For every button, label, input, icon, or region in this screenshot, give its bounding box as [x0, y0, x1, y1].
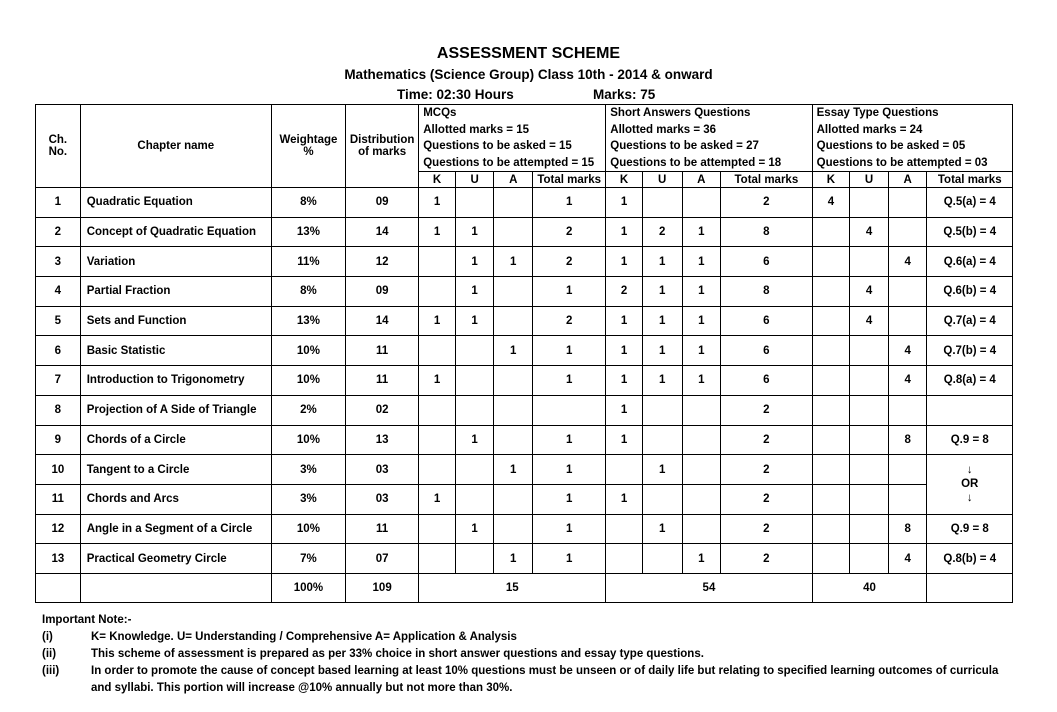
mcq-u-cell: 1 [455, 425, 494, 455]
short-allotted: Allotted marks = 36 [610, 123, 717, 136]
chapter-name-cell: Projection of A Side of Triangle [80, 395, 271, 425]
mcq-a-cell [494, 366, 533, 396]
mcq-u-cell [455, 395, 494, 425]
mcq-total-cell [533, 395, 606, 425]
essay-a-cell: 8 [888, 514, 927, 544]
essay-u-cell [850, 395, 889, 425]
table-row [36, 188, 1013, 218]
totals-blank-cell [927, 573, 1013, 602]
essay-allotted: Allotted marks = 24 [816, 123, 923, 136]
short-total-cell: 6 [721, 306, 813, 336]
table-row [36, 306, 1013, 336]
distribution-cell: 13 [346, 425, 419, 455]
mcq-k-cell [419, 455, 456, 485]
short-u-cell: 1 [642, 514, 682, 544]
short-a-cell: 1 [682, 277, 721, 307]
short-k-cell: 1 [606, 188, 643, 218]
header-short-group [606, 105, 812, 172]
ch-no-cell: 6 [36, 336, 81, 366]
short-u-cell: 1 [642, 366, 682, 396]
essay-u-cell [850, 247, 889, 277]
essay-a-cell: 4 [888, 336, 927, 366]
mcq-total-cell: 1 [533, 366, 606, 396]
mcq-a-cell [494, 217, 533, 247]
table-row [36, 366, 1013, 396]
mcq-u-cell [455, 188, 494, 218]
time-marks-line [0, 87, 1057, 104]
mcq-total-cell: 1 [533, 277, 606, 307]
chapter-name-cell: Sets and Function [80, 306, 271, 336]
ch-no-cell: 10 [36, 455, 81, 485]
essay-k-cell [812, 247, 850, 277]
table-row [36, 484, 1013, 514]
essay-u-cell [850, 455, 889, 485]
essay-attempted: Questions to be attempted = 03 [816, 156, 988, 169]
table-row [36, 425, 1013, 455]
essay-total-cell: Q.9 = 8 [927, 425, 1013, 455]
essay-total-cell: Q.6(b) = 4 [927, 277, 1013, 307]
short-k-cell: 1 [606, 366, 643, 396]
essay-k-cell [812, 455, 850, 485]
note-item [42, 663, 1022, 697]
essay-a-cell: 4 [888, 247, 927, 277]
mcq-a-cell [494, 395, 533, 425]
distribution-cell: 12 [346, 247, 419, 277]
ch-no-cell: 13 [36, 544, 81, 574]
ch-no-cell: 7 [36, 366, 81, 396]
note-number: (i) [42, 631, 53, 643]
total-distribution-cell: 109 [346, 573, 419, 602]
mcq-k-cell [419, 544, 456, 574]
mcq-k-cell [419, 336, 456, 366]
essay-u-cell [850, 188, 889, 218]
header-essay-a: A [888, 172, 927, 188]
down-arrow-icon: ↓ [966, 464, 973, 477]
short-k-cell: 1 [606, 425, 643, 455]
weightage-cell: 8% [271, 188, 345, 218]
mcq-a-cell: 1 [494, 455, 533, 485]
header-ch-no: Ch. No. [36, 105, 81, 188]
essay-total-cell: Q.5(a) = 4 [927, 188, 1013, 218]
essay-u-cell [850, 544, 889, 574]
chapter-name-cell: Introduction to Trigonometry [80, 366, 271, 396]
essay-k-cell [812, 425, 850, 455]
mcq-total-cell: 2 [533, 247, 606, 277]
short-u-cell: 2 [642, 217, 682, 247]
short-total-cell: 6 [721, 247, 813, 277]
ch-no-cell: 1 [36, 188, 81, 218]
header-short-a: A [682, 172, 721, 188]
short-asked: Questions to be asked = 27 [610, 140, 759, 152]
essay-total-cell: Q.6(a) = 4 [927, 247, 1013, 277]
essay-k-cell [812, 514, 850, 544]
essay-k-cell: 4 [812, 188, 850, 218]
total-short-cell: 54 [606, 573, 812, 602]
essay-a-cell: 4 [888, 544, 927, 574]
short-a-cell [682, 425, 721, 455]
essay-total-cell: Q.7(b) = 4 [927, 336, 1013, 366]
essay-u-cell [850, 514, 889, 544]
short-total-cell: 2 [721, 395, 813, 425]
essay-k-cell [812, 306, 850, 336]
short-title: Short Answers Questions [610, 107, 751, 119]
short-k-cell: 1 [606, 484, 643, 514]
table-row [36, 247, 1013, 277]
ch-no-cell: 4 [36, 277, 81, 307]
weightage-cell: 10% [271, 366, 345, 396]
mcq-total-cell: 1 [533, 188, 606, 218]
header-mcq-total: Total marks [533, 172, 606, 188]
ch-no-cell: 8 [36, 395, 81, 425]
table-row [36, 455, 1013, 485]
weightage-cell: 10% [271, 336, 345, 366]
short-total-cell: 2 [721, 484, 813, 514]
weightage-cell: 13% [271, 217, 345, 247]
short-a-cell: 1 [682, 247, 721, 277]
weightage-cell: 3% [271, 455, 345, 485]
short-k-cell: 1 [606, 217, 643, 247]
short-k-cell [606, 455, 643, 485]
distribution-cell: 11 [346, 366, 419, 396]
weightage-cell: 3% [271, 484, 345, 514]
mcq-asked: Questions to be asked = 15 [423, 140, 572, 152]
mcq-allotted: Allotted marks = 15 [423, 123, 529, 136]
mcq-u-cell: 1 [455, 217, 494, 247]
mcq-total-cell: 2 [533, 306, 606, 336]
short-total-cell: 6 [721, 336, 813, 366]
mcq-k-cell: 1 [419, 366, 456, 396]
essay-total-cell: Q.8(b) = 4 [927, 544, 1013, 574]
notes-heading: Important Note:- [42, 614, 132, 626]
header-mcq-a: A [494, 172, 533, 188]
header-essay-group [812, 105, 1012, 172]
distribution-cell: 11 [346, 336, 419, 366]
mcq-u-cell [455, 544, 494, 574]
distribution-cell: 02 [346, 395, 419, 425]
essay-a-cell [888, 484, 927, 514]
mcq-a-cell [494, 277, 533, 307]
header-mcq-k: K [419, 172, 456, 188]
page-subtitle: Mathematics (Science Group) Class 10th - 2014 & onward [344, 67, 713, 82]
short-a-cell [682, 514, 721, 544]
mcq-k-cell [419, 277, 456, 307]
mcq-k-cell [419, 425, 456, 455]
short-k-cell: 1 [606, 247, 643, 277]
essay-u-cell [850, 336, 889, 366]
note-item [42, 646, 1022, 663]
table-row [36, 336, 1013, 366]
short-a-cell: 1 [682, 306, 721, 336]
essay-a-cell [888, 217, 927, 247]
essay-total-cell: Q.9 = 8 [927, 514, 1013, 544]
short-u-cell [642, 544, 682, 574]
mcq-k-cell: 1 [419, 217, 456, 247]
table-row [36, 395, 1013, 425]
mcq-a-cell [494, 514, 533, 544]
essay-k-cell [812, 217, 850, 247]
mcq-u-cell: 1 [455, 306, 494, 336]
marks-label: Marks: 75 [593, 87, 656, 102]
essay-k-cell [812, 484, 850, 514]
header-weightage: Weightage % [271, 105, 345, 188]
mcq-k-cell: 1 [419, 188, 456, 218]
header-short-total: Total marks [721, 172, 813, 188]
distribution-cell: 07 [346, 544, 419, 574]
totals-blank-cell [36, 573, 81, 602]
total-mcq-cell: 15 [419, 573, 606, 602]
mcq-total-cell: 2 [533, 217, 606, 247]
weightage-cell: 13% [271, 306, 345, 336]
short-k-cell: 1 [606, 395, 643, 425]
essay-a-cell [888, 455, 927, 485]
mcq-u-cell [455, 484, 494, 514]
short-attempted: Questions to be attempted = 18 [610, 156, 782, 169]
short-a-cell [682, 455, 721, 485]
mcq-k-cell [419, 514, 456, 544]
weightage-cell: 8% [271, 277, 345, 307]
distribution-cell: 09 [346, 188, 419, 218]
short-u-cell [642, 395, 682, 425]
essay-u-cell [850, 425, 889, 455]
short-u-cell: 1 [642, 247, 682, 277]
ch-no-cell: 3 [36, 247, 81, 277]
short-k-cell: 2 [606, 277, 643, 307]
mcq-total-cell: 1 [533, 514, 606, 544]
note-number: (ii) [42, 648, 57, 660]
down-arrow-icon: ↓ [966, 492, 973, 505]
ch-no-cell: 12 [36, 514, 81, 544]
mcq-k-cell [419, 247, 456, 277]
header-mcq-group [419, 105, 606, 172]
note-text: This scheme of assessment is prepared as per 33% choice in short answer questions and essay type questions. [91, 648, 704, 660]
note-number: (iii) [42, 665, 60, 677]
mcq-k-cell: 1 [419, 484, 456, 514]
short-total-cell: 2 [721, 425, 813, 455]
mcq-u-cell: 1 [455, 514, 494, 544]
ch-no-cell: 5 [36, 306, 81, 336]
chapter-name-cell: Variation [80, 247, 271, 277]
short-k-cell [606, 544, 643, 574]
short-total-cell: 2 [721, 514, 813, 544]
header-chapter-name: Chapter name [80, 105, 271, 188]
weightage-cell: 7% [271, 544, 345, 574]
essay-or-cell [927, 455, 1013, 514]
totals-row [36, 573, 1013, 602]
distribution-cell: 09 [346, 277, 419, 307]
table-row [36, 217, 1013, 247]
short-a-cell: 1 [682, 336, 721, 366]
table-row [36, 514, 1013, 544]
mcq-total-cell: 1 [533, 425, 606, 455]
essay-total-cell: Q.5(b) = 4 [927, 217, 1013, 247]
header-distribution: Distribution of marks [346, 105, 419, 188]
ch-no-cell: 9 [36, 425, 81, 455]
mcq-u-cell: 1 [455, 277, 494, 307]
distribution-cell: 03 [346, 455, 419, 485]
mcq-u-cell [455, 455, 494, 485]
mcq-a-cell [494, 425, 533, 455]
essay-u-cell: 4 [850, 306, 889, 336]
header-short-k: K [606, 172, 643, 188]
chapter-name-cell: Basic Statistic [80, 336, 271, 366]
essay-u-cell: 4 [850, 217, 889, 247]
header-essay-u: U [850, 172, 889, 188]
short-u-cell: 1 [642, 306, 682, 336]
header-mcq-u: U [455, 172, 494, 188]
weightage-cell: 11% [271, 247, 345, 277]
time-label: Time: 02:30 Hours [397, 87, 514, 102]
mcq-a-cell [494, 484, 533, 514]
header-essay-total: Total marks [927, 172, 1013, 188]
distribution-cell: 03 [346, 484, 419, 514]
header-short-u: U [642, 172, 682, 188]
mcq-k-cell [419, 395, 456, 425]
distribution-cell: 14 [346, 217, 419, 247]
page-title: ASSESSMENT SCHEME [436, 45, 621, 62]
mcq-u-cell: 1 [455, 247, 494, 277]
essay-asked: Questions to be asked = 05 [816, 140, 966, 152]
essay-a-cell [888, 277, 927, 307]
mcq-total-cell: 1 [533, 544, 606, 574]
essay-u-cell [850, 366, 889, 396]
essay-k-cell [812, 544, 850, 574]
short-total-cell: 8 [721, 277, 813, 307]
mcq-a-cell [494, 306, 533, 336]
mcq-title: MCQs [423, 107, 457, 119]
chapter-name-cell: Angle in a Segment of a Circle [80, 514, 271, 544]
weightage-cell: 2% [271, 395, 345, 425]
short-k-cell [606, 514, 643, 544]
totals-blank-cell [80, 573, 271, 602]
mcq-u-cell [455, 366, 494, 396]
short-total-cell: 8 [721, 217, 813, 247]
assessment-table [35, 104, 1013, 603]
short-u-cell [642, 188, 682, 218]
note-item [42, 629, 1022, 646]
mcq-a-cell: 1 [494, 336, 533, 366]
short-total-cell: 2 [721, 188, 813, 218]
chapter-name-cell: Practical Geometry Circle [80, 544, 271, 574]
essay-k-cell [812, 366, 850, 396]
short-u-cell: 1 [642, 336, 682, 366]
or-label: OR [961, 478, 979, 491]
essay-k-cell [812, 336, 850, 366]
essay-total-cell [927, 395, 1013, 425]
ch-no-cell: 11 [36, 484, 81, 514]
essay-k-cell [812, 395, 850, 425]
total-essay-cell: 40 [812, 573, 927, 602]
mcq-a-cell [494, 188, 533, 218]
short-a-cell: 1 [682, 217, 721, 247]
essay-a-cell [888, 306, 927, 336]
essay-total-cell: Q.7(a) = 4 [927, 306, 1013, 336]
mcq-a-cell: 1 [494, 247, 533, 277]
short-total-cell: 6 [721, 366, 813, 396]
short-a-cell [682, 484, 721, 514]
short-total-cell: 2 [721, 544, 813, 574]
distribution-cell: 14 [346, 306, 419, 336]
weightage-cell: 10% [271, 514, 345, 544]
chapter-name-cell: Chords and Arcs [80, 484, 271, 514]
essay-k-cell [812, 277, 850, 307]
table-row [36, 544, 1013, 574]
note-text: K= Knowledge. U= Understanding / Comprehensive A= Application & Analysis [91, 631, 517, 643]
chapter-name-cell: Concept of Quadratic Equation [80, 217, 271, 247]
important-notes [42, 612, 1022, 697]
short-u-cell: 1 [642, 277, 682, 307]
short-k-cell: 1 [606, 306, 643, 336]
essay-a-cell: 8 [888, 425, 927, 455]
essay-a-cell: 4 [888, 366, 927, 396]
mcq-total-cell: 1 [533, 455, 606, 485]
chapter-name-cell: Chords of a Circle [80, 425, 271, 455]
short-a-cell [682, 395, 721, 425]
essay-u-cell [850, 484, 889, 514]
short-total-cell: 2 [721, 455, 813, 485]
essay-total-cell: Q.8(a) = 4 [927, 366, 1013, 396]
mcq-total-cell: 1 [533, 336, 606, 366]
note-text: In order to promote the cause of concept based learning at least 10% questions must be unseen or of daily life but relating to specified learning outcomes of curricula and syllabi. This portion will increase @10% annually but not more than 30%. [91, 665, 999, 694]
short-a-cell: 1 [682, 366, 721, 396]
short-k-cell: 1 [606, 336, 643, 366]
mcq-a-cell: 1 [494, 544, 533, 574]
short-u-cell [642, 425, 682, 455]
chapter-name-cell: Quadratic Equation [80, 188, 271, 218]
short-a-cell [682, 188, 721, 218]
weightage-cell: 10% [271, 425, 345, 455]
short-u-cell [642, 484, 682, 514]
chapter-name-cell: Partial Fraction [80, 277, 271, 307]
mcq-k-cell: 1 [419, 306, 456, 336]
essay-a-cell [888, 188, 927, 218]
ch-no-cell: 2 [36, 217, 81, 247]
chapter-name-cell: Tangent to a Circle [80, 455, 271, 485]
mcq-attempted: Questions to be attempted = 15 [423, 156, 595, 169]
short-a-cell: 1 [682, 544, 721, 574]
short-u-cell: 1 [642, 455, 682, 485]
header-essay-k: K [812, 172, 850, 188]
distribution-cell: 11 [346, 514, 419, 544]
essay-a-cell [888, 395, 927, 425]
total-weightage-cell: 100% [271, 573, 345, 602]
essay-u-cell: 4 [850, 277, 889, 307]
table-row [36, 277, 1013, 307]
mcq-total-cell: 1 [533, 484, 606, 514]
essay-title: Essay Type Questions [816, 107, 939, 119]
mcq-u-cell [455, 336, 494, 366]
